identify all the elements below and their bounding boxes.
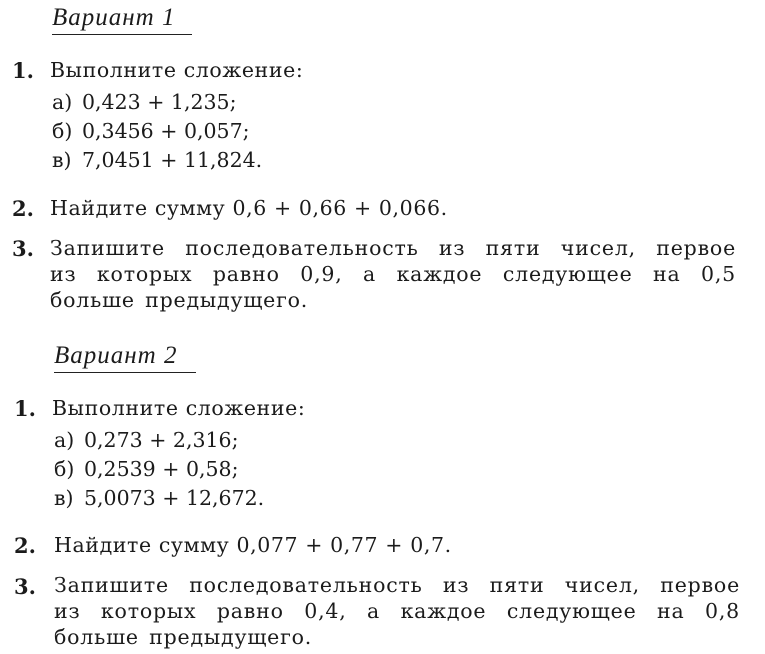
item-letter: а)	[54, 428, 75, 452]
v2-task3-line-3: больше предыдущего.	[54, 625, 313, 649]
item-expression: 7,0451 + 11,824.	[82, 148, 263, 172]
variant-2-title: Вариант 2	[54, 342, 196, 373]
v1-task3-number: 3.	[12, 236, 34, 261]
item-letter: в)	[54, 486, 74, 510]
variant-1-title: Вариант 1	[52, 4, 192, 35]
v2-task3-line-1: Запишите последовательность из пяти чисел, первое	[54, 573, 740, 597]
item-expression: 0,273 + 2,316;	[84, 428, 239, 452]
item-expression: 0,3456 + 0,057;	[82, 119, 250, 143]
v1-task3-line-2: из которых равно 0,9, а каждое следующее на 0,5	[50, 262, 736, 286]
v1-task3-paragraph	[50, 235, 736, 313]
v1-task1-item-a	[52, 89, 237, 115]
item-letter: б)	[54, 457, 75, 481]
v1-task1-item-c	[52, 147, 262, 173]
item-letter: б)	[52, 119, 73, 143]
v1-task1-number: 1.	[12, 58, 34, 83]
item-expression: 5,0073 + 12,672.	[84, 486, 265, 510]
item-expression: 0,2539 + 0,58;	[84, 457, 239, 481]
v2-task1-item-c	[54, 485, 264, 511]
v2-task3-number: 3.	[14, 574, 36, 599]
v2-task3-line-2: из которых равно 0,4, а каждое следующее на 0,8	[54, 599, 740, 623]
v2-task1-number: 1.	[14, 396, 36, 421]
v1-task1-item-b	[52, 118, 250, 144]
v1-task3-line-3: больше предыдущего.	[50, 288, 309, 312]
v2-task2-number: 2.	[14, 533, 36, 558]
v1-task2-text: Найдите сумму 0,6 + 0,66 + 0,066.	[50, 196, 448, 220]
item-letter: а)	[52, 90, 73, 114]
v2-task2-text: Найдите сумму 0,077 + 0,77 + 0,7.	[54, 533, 452, 557]
item-expression: 0,423 + 1,235;	[82, 90, 237, 114]
v2-task1-item-b	[54, 456, 239, 482]
v2-task3-paragraph	[54, 572, 740, 650]
v2-task1-text: Выполните сложение:	[52, 396, 306, 420]
v2-task1-item-a	[54, 427, 239, 453]
v1-task3-line-1: Запишите последовательность из пяти чисел, первое	[50, 236, 736, 260]
v1-task1-text: Выполните сложение:	[50, 58, 304, 82]
v1-task2-number: 2.	[12, 196, 34, 221]
item-letter: в)	[52, 148, 72, 172]
